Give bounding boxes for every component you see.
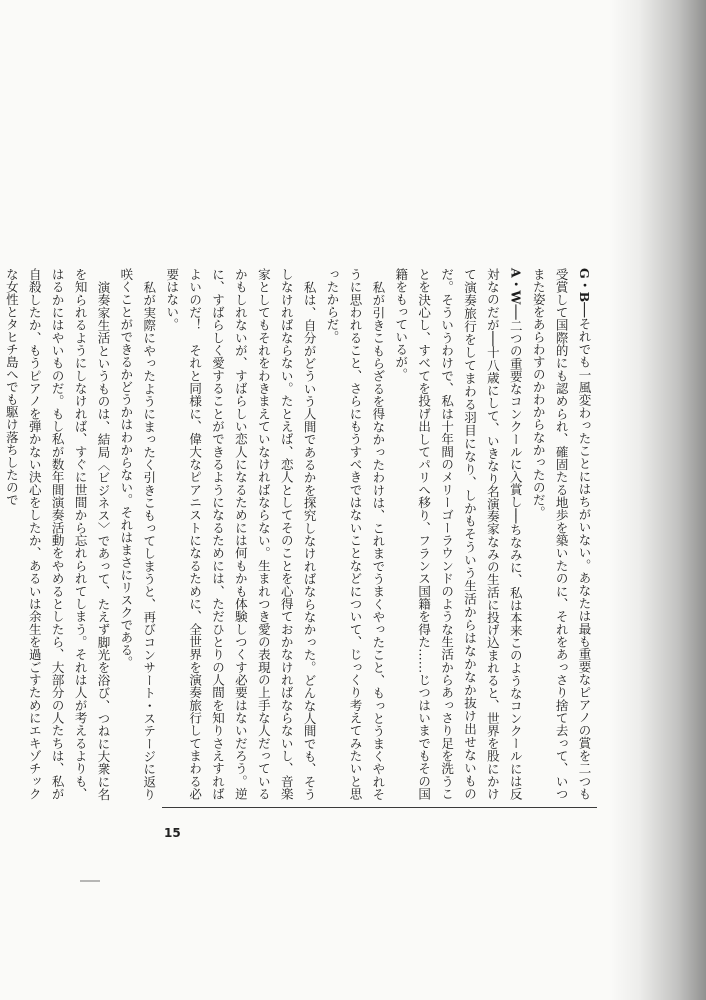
paragraph-1 xyxy=(526,268,595,800)
footer-rule xyxy=(162,807,597,808)
paragraph-text: ──二つの重要なコンクールに入賞し──ちなみに、私は本来このようなコンクールには反対なのだが──十八歳にして、いきなり名演奏家なみの生活に投げ込まれると、世界を股にかけて演奏旅行をしてまわる羽目になり、しかもそういう生活からはなかなか抜け出せないものだ。そういうわけで、私は十年間のメリーゴーラウンドのような生活からあっさり足を洗うことを決心し、すべてを投げ出してパリへ移り、フランス国籍を得た……じつはいまでもその国籍をもっているが。 xyxy=(393,268,524,800)
paragraph-2 xyxy=(389,268,526,800)
speaker-label: G・B xyxy=(577,268,592,303)
binding-shadow xyxy=(610,0,706,1000)
page-number: 15 xyxy=(164,826,181,840)
paragraph-text: ──それでも一風変わったことにはちがいない。あなたは最も重要なピアノの賞を二つも受賞して国際的にも認められ、確固たる地歩を築いたのに、それをあっさり捨て去って、いつまた姿をあらわすのかわからなかったのだ。 xyxy=(531,268,592,800)
speaker-label: A・W xyxy=(508,268,524,305)
scan-artifact xyxy=(80,880,100,882)
paragraph-3: 私が引きこもらざるを得なかったわけは、これまでうまくやったこと、もっとうまくやれそうに思われること、さらにもうすべきではないことなどについて、じっくり考えてみたいと思ったからだ。 xyxy=(325,268,386,800)
paragraph-6: 演奏家生活というものは、結局〈ビジネス〉であって、たえず脚光を浴び、つねに大衆に名を知られるようにしなければ、すぐに世間から忘れられてしまう。それは人が考えるよりも、はるかにはやいものだ。もし私が数年間演奏活動をやめるとしたら、大部分の人たちは、私が自殺したか、もうピアノを弾かない決心をしたか、あるいは余生を過ごすためにエキゾチックな女性とタヒチ島へでも駆け落ちしたので xyxy=(4,268,111,800)
paragraph-5: 私が実際にやったようにまったく引きこもってしまうと、再びコンサート・ステージに返り咲くことができるかどうかはわからない。それはまさにリスクである。 xyxy=(118,268,157,800)
paragraph-4: 私は、自分がどういう人間であるかを探究しなければならなかった。どんな人間でも、そうしなければならない。たとえば、恋人としてそのことを心得ておかなければならないし、音楽家としてもそれをわきまえていなければならない。生まれつき愛の表現の上手な人だっているかもしれないが、すばらしい恋人になるためには何もかも体験しつくす必要はないだろう。逆に、すばらしく愛することができるようになるためには、ただひとりの人間を知りさえすればよいのだ！ それと同様に、偉大なピアニストになるために、全世界を演奏旅行してまわる必要はない。 xyxy=(164,268,318,800)
vertical-text-body xyxy=(4,268,595,800)
